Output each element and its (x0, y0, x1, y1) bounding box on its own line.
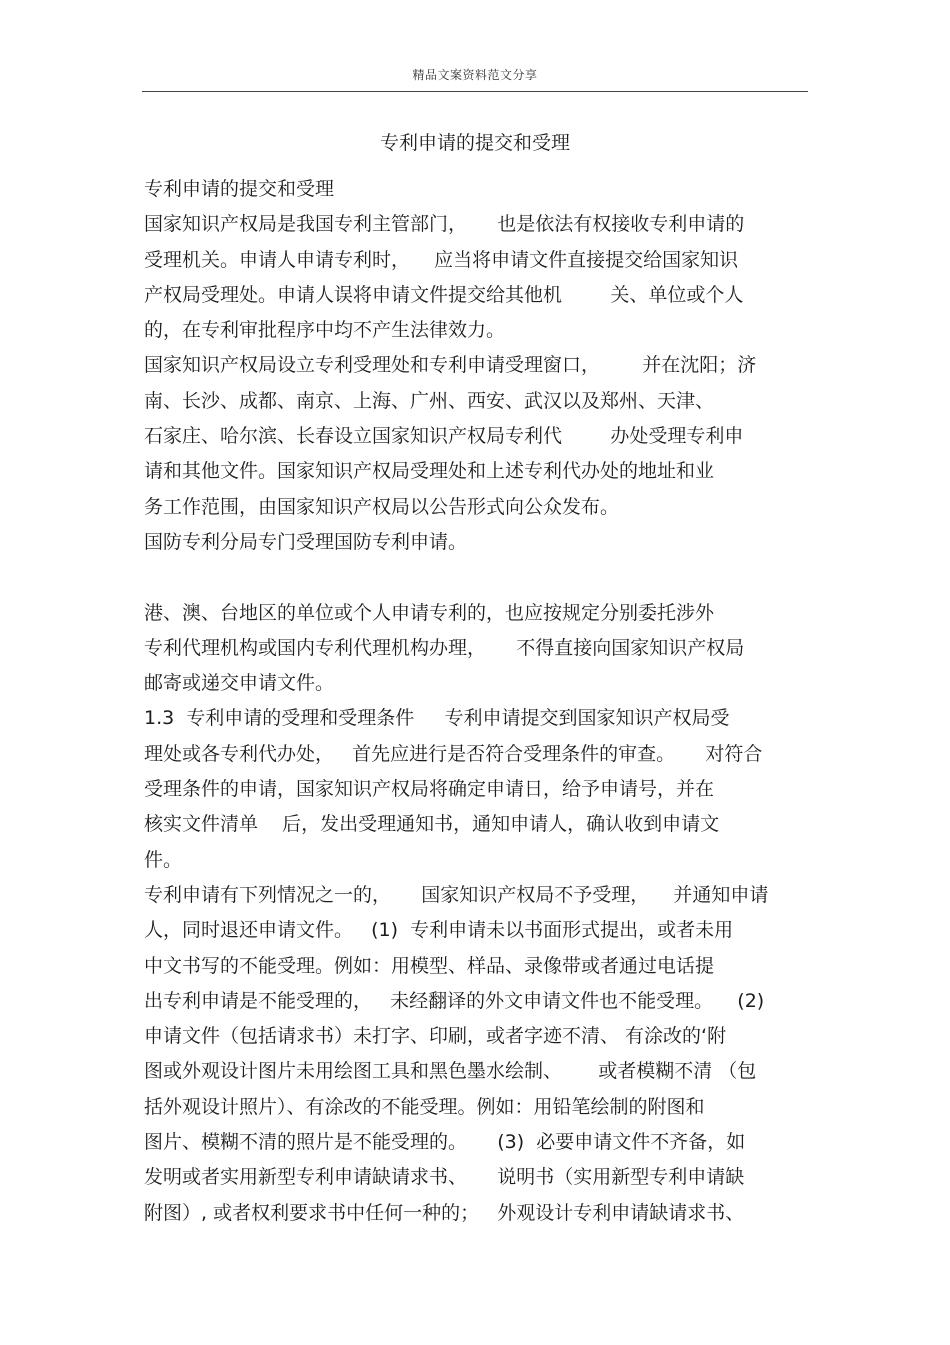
running-header: 精品文案资料范文分享 (412, 68, 538, 82)
body-line: 石家庄、哈尔滨、长春设立国家知识产权局专利代 办处受理专利申 (144, 425, 744, 448)
body-line: 务工作范围，由国家知识产权局以公告形式向公众发布。 (144, 495, 620, 518)
body-line: 专利申请的提交和受理 (144, 178, 335, 200)
body-line: 国家知识产权局是我国专利主管部门， 也是依法有权接收专利申请的 (144, 213, 745, 236)
body-line: 图片、模糊不清的照片是不能受理的。 (3) 必要申请文件不齐备，如 (144, 1131, 746, 1154)
body-line: 专利代理机构或国内专利代理机构办理， 不得直接向国家知识产权局 (144, 636, 745, 659)
document-body (144, 172, 814, 1231)
body-line: 港、澳、台地区的单位或个人申请专利的，也应按规定分别委托涉外 (144, 601, 715, 624)
body-line: 专利申请有下列情况之一的， 国家知识产权局不予受理， 并通知申请 (144, 883, 769, 906)
body-line: 受理条件的申请，国家知识产权局将确定申请日，给予申请号，并在 (144, 778, 715, 801)
body-line: 请和其他文件。国家知识产权局受理处和上述专利代办处的地址和业 (144, 460, 715, 483)
body-line: 理处或各专利代办处， 首先应进行是否符合受理条件的审查。 对符合 (144, 742, 763, 765)
body-line: 国家知识产权局设立专利受理处和专利申请受理窗口， 并在沈阳；济 (144, 354, 757, 377)
body-line: 受理机关。申请人申请专利时， 应当将申请文件直接提交给国家知识 (144, 248, 739, 271)
body-line: 申请文件（包括请求书）未打字、印刷，或者字迹不清、 有涂改的‘附 (144, 1025, 727, 1048)
body-line: 国防专利分局专门受理国防专利申请。 (144, 530, 468, 553)
body-line: 出专利申请是不能受理的， 未经翻译的外文申请文件也不能受理。 (2) (144, 989, 765, 1012)
body-line (144, 560, 814, 595)
header-divider (142, 91, 808, 92)
body-line: 产权局受理处。申请人误将申请文件提交给其他机 关、单位或个人 (144, 283, 744, 306)
body-line: 附图）, 或者权利要求书中任何一种的； 外观设计专利申请缺请求书、 (144, 1201, 745, 1224)
body-line: 邮寄或递交申请文件。 (144, 672, 335, 695)
body-line: 件。 (144, 848, 183, 871)
body-line: 发明或者实用新型专利申请缺请求书、 说明书（实用新型专利申请缺 (144, 1166, 745, 1189)
body-line: 括外观设计照片）、有涂改的不能受理。例如：用铅笔绘制的附图和 (144, 1095, 705, 1118)
body-line: 南、长沙、成都、南京、上海、广州、西安、武汉以及郑州、天津、 (144, 389, 715, 412)
body-line: 图或外观设计图片未用绘图工具和黑色墨水绘制、 或者模糊不清 （包 (144, 1060, 757, 1083)
body-line: 中文书写的不能受理。例如：用模型、样品、录像带或者通过电话提 (144, 954, 715, 977)
body-line: 1.3 专利申请的受理和受理条件 专利申请提交到国家知识产权局受 (144, 707, 730, 730)
document-title: 专利申请的提交和受理 (379, 132, 570, 154)
body-line: 人，同时退还申请文件。 (1) 专利申请未以书面形式提出，或者未用 (144, 919, 734, 942)
body-line: 的，在专利审批程序中均不产生法律效力。 (144, 319, 506, 342)
body-line: 核实文件清单 后，发出受理通知书，通知申请人，确认收到申请文 (144, 813, 720, 836)
